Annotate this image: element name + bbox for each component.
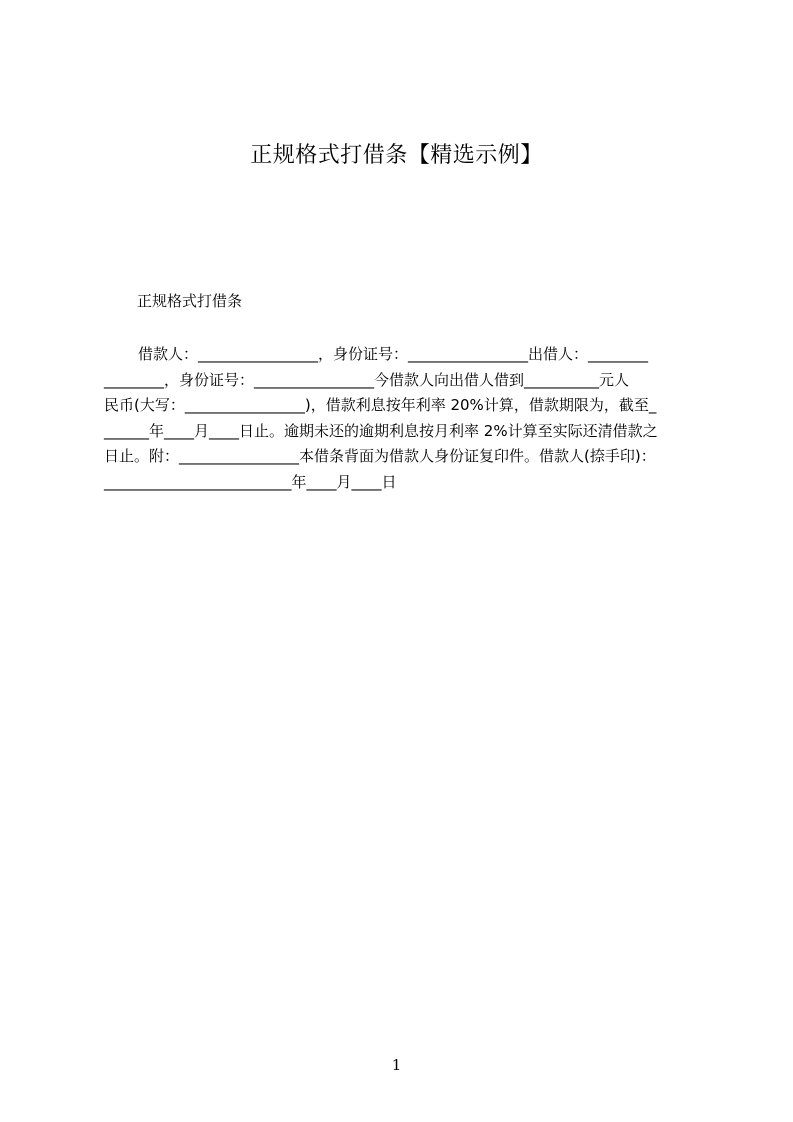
page-number: 1 — [391, 1056, 402, 1074]
document-title: 正规格式打借条【精选示例】 — [250, 143, 543, 168]
body-paragraph — [104, 342, 698, 496]
body-line: 借款人：________________，身份证号：________________出借人：________ — [138, 345, 649, 363]
body-line: ______年____月____日止。逾期未还的逾期利息按月利率 2%计算至实际还清借款之 — [104, 421, 658, 440]
body-line: _________________________年____月____日 — [104, 472, 397, 491]
body-line: 民币(大写：________________)，借款利息按年利率 20%计算，借款期限为，截至_ — [104, 396, 657, 415]
body-line: 日止。附：________________本借条背面为借款人身份证复印件。借款人(捺手印)： — [104, 447, 656, 466]
body-line: ________，身份证号：________________今借款人向出借人借到__________元人 — [104, 370, 630, 389]
document-subtitle: 正规格式打借条 — [137, 292, 243, 310]
